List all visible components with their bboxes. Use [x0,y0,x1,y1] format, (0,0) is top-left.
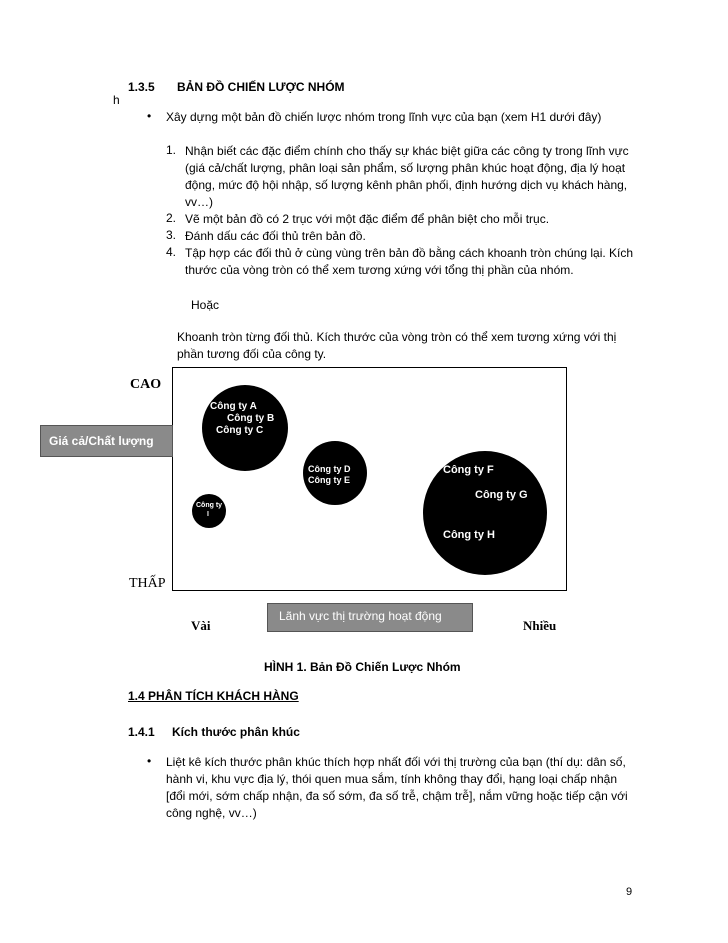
step-number: 4. [166,245,177,259]
section-title-group-strategy-map: BẢN ĐỒ CHIẾN LƯỢC NHÓM [177,80,345,94]
x-axis-label: Lãnh vực thị trường hoạt động [279,609,442,623]
step-number: 2. [166,211,177,225]
step-text: Đánh dấu các đối thủ trên bản đồ. [185,229,366,243]
bullet-dot: • [147,754,152,768]
y-axis-low-label: THẤP [129,576,166,591]
figure-caption: HÌNH 1. Bản Đồ Chiến Lược Nhóm [264,660,461,674]
section-number-1-3-5: 1.3.5 [128,80,155,94]
step-text: Vẽ một bản đồ có 2 trục với một đặc điểm để phân biệt cho mỗi trục. [185,212,550,226]
company-label: I [207,511,209,518]
y-axis-label-box [40,425,173,457]
company-label: Công ty E [308,475,350,485]
y-axis-high-label: CAO [130,377,162,392]
company-label: Công ty C [216,425,264,436]
section-title-customer-analysis: 1.4 PHÂN TÍCH KHÁCH HÀNG [128,689,299,703]
step-text: Nhận biết các đặc điểm chính cho thấy sự khác biệt giữa các công ty trong lĩnh vực (giá cả/chất lượng, phân loại sản phẩm, số lượng phân khúc hoạt động, địa lý hoạt động, mức độ hội nhập, số lượng kênh phân phối, định hướng dịch vụ khách hàng, vv…) [185,144,629,209]
section-title-segment-size: Kích thước phân khúc [172,725,300,739]
bullet-dot: • [147,109,152,123]
company-label: Công ty A [210,401,257,412]
company-label: Công ty H [443,529,495,541]
intro-bullet-text: Xây dựng một bản đồ chiến lược nhóm trong lĩnh vực của bạn (xem H1 dưới đây) [166,110,602,124]
step-text: Tập hợp các đối thủ ở cùng vùng trên bản đồ bằng cách khoanh tròn chúng lại. Kích thước của vòng tròn có thể xem tương xứng với tổng thị phần của nhóm. [185,246,634,277]
alternative-text: Khoanh tròn từng đối thủ. Kích thước của vòng tròn có thể xem tương xứng với thị phần tương đối của công ty. [177,330,617,361]
strategy-map-frame [172,367,567,591]
group-circle-i [192,494,226,528]
step-number: 1. [166,143,177,157]
company-label: Công ty F [443,464,494,476]
section-number-1-4-1: 1.4.1 [128,725,155,739]
company-label: Công ty [196,502,223,509]
page-number: 9 [626,886,633,898]
company-label: Công ty G [475,489,528,501]
stray-character: h [113,93,120,107]
company-label: Công ty B [227,413,275,424]
segment-bullet-text: Liệt kê kích thước phân khúc thích hợp nhất đối với thị trường của bạn (thí dụ: dân số, hành vi, khu vực địa lý, thói quen mua sắm, tính không thay đổi, hạng loại chấp nhận [đổi mới, sớm chấp nhận, đa số sớm, đa số trễ, chậm trễ], nắm vững hoặc tiếp cận với công nghệ, vv…) [166,755,628,820]
y-axis-label: Giá cả/Chất lượng [49,434,154,448]
or-label: Hoặc [191,298,220,312]
step-number: 3. [166,228,177,242]
company-label: Công ty D [308,464,351,474]
x-axis-label-box [267,603,473,632]
x-axis-high-label: Nhiều [523,618,557,633]
x-axis-low-label: Vài [191,618,211,633]
